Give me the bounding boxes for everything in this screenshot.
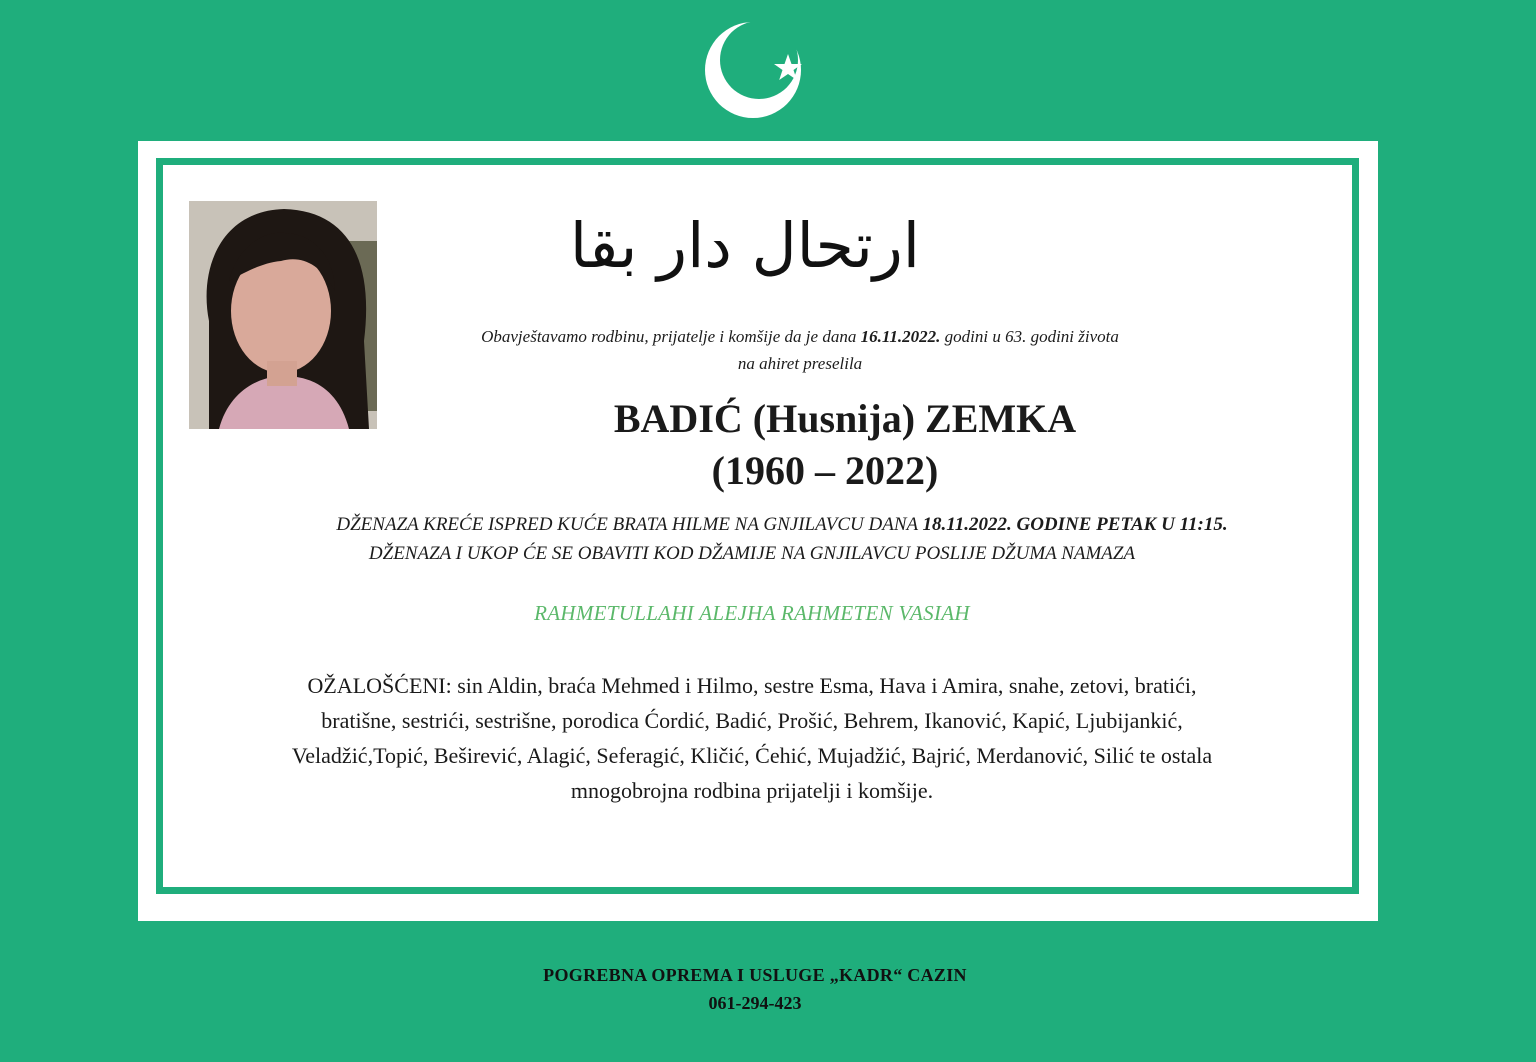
funeral-company-phone: 061-294-423 [708, 993, 802, 1013]
mourners-line-3: Veladžić,Topić, Beširević, Alagić, Seferagić, Kličić, Ćehić, Mujadžić, Bajrić, Merdanović, Silić te ostala [291, 743, 1213, 768]
portrait-photo [189, 201, 377, 429]
mourners-line-1: OŽALOŠĆENI: sin Aldin, braća Mehmed i Hilmo, sestre Esma, Hava i Amira, snahe, zetovi, bratići, [307, 673, 1197, 698]
funeral-company-name: POGREBNA OPREMA I USLUGE „KADR“ CAZIN [543, 965, 967, 985]
funeral-line-1-text: DŽENAZA KREĆE ISPRED KUĆE BRATA HILME NA GNJILAVCU DANA [336, 514, 923, 535]
prayer-text: RAHMETULLAHI ALEJHA RAHMETEN VASIAH [534, 601, 970, 625]
intro-text-line2: na ahiret preselila [737, 354, 863, 373]
arabic-calligraphy-heading: ارتحال دار بقا [569, 209, 920, 282]
deceased-name: BADIĆ (Husnija) ZEMKA [613, 396, 1077, 441]
intro-text-part2: godini u 63. godini života [940, 327, 1119, 346]
crescent-and-star-icon [696, 12, 826, 122]
mourners-line-4: mnogobrojna rodbina prijatelji i komšije. [570, 778, 934, 803]
funeral-date-time: 18.11.2022. GODINE PETAK U 11:15. [922, 514, 1228, 535]
intro-text-part1: Obavještavamo rodbinu, prijatelje i komšije da je dana [481, 327, 861, 346]
life-years: (1960 – 2022) [711, 448, 939, 493]
death-date: 16.11.2022. [860, 327, 941, 346]
funeral-line-2: DŽENAZA I UKOP ĆE SE OBAVITI KOD DŽAMIJE NA GNJILAVCU POSLIJE DŽUMA NAMAZA [368, 543, 1136, 564]
funeral-details [160, 510, 1344, 568]
mourners-list [190, 668, 1314, 808]
mourners-line-2: bratišne, sestrići, sestrišne, porodica Ćordić, Badić, Prošić, Behrem, Ikanović, Kapić, Ljubijankić, [321, 708, 1183, 733]
funeral-line-1 [160, 510, 1344, 539]
intro-text [380, 323, 1220, 377]
